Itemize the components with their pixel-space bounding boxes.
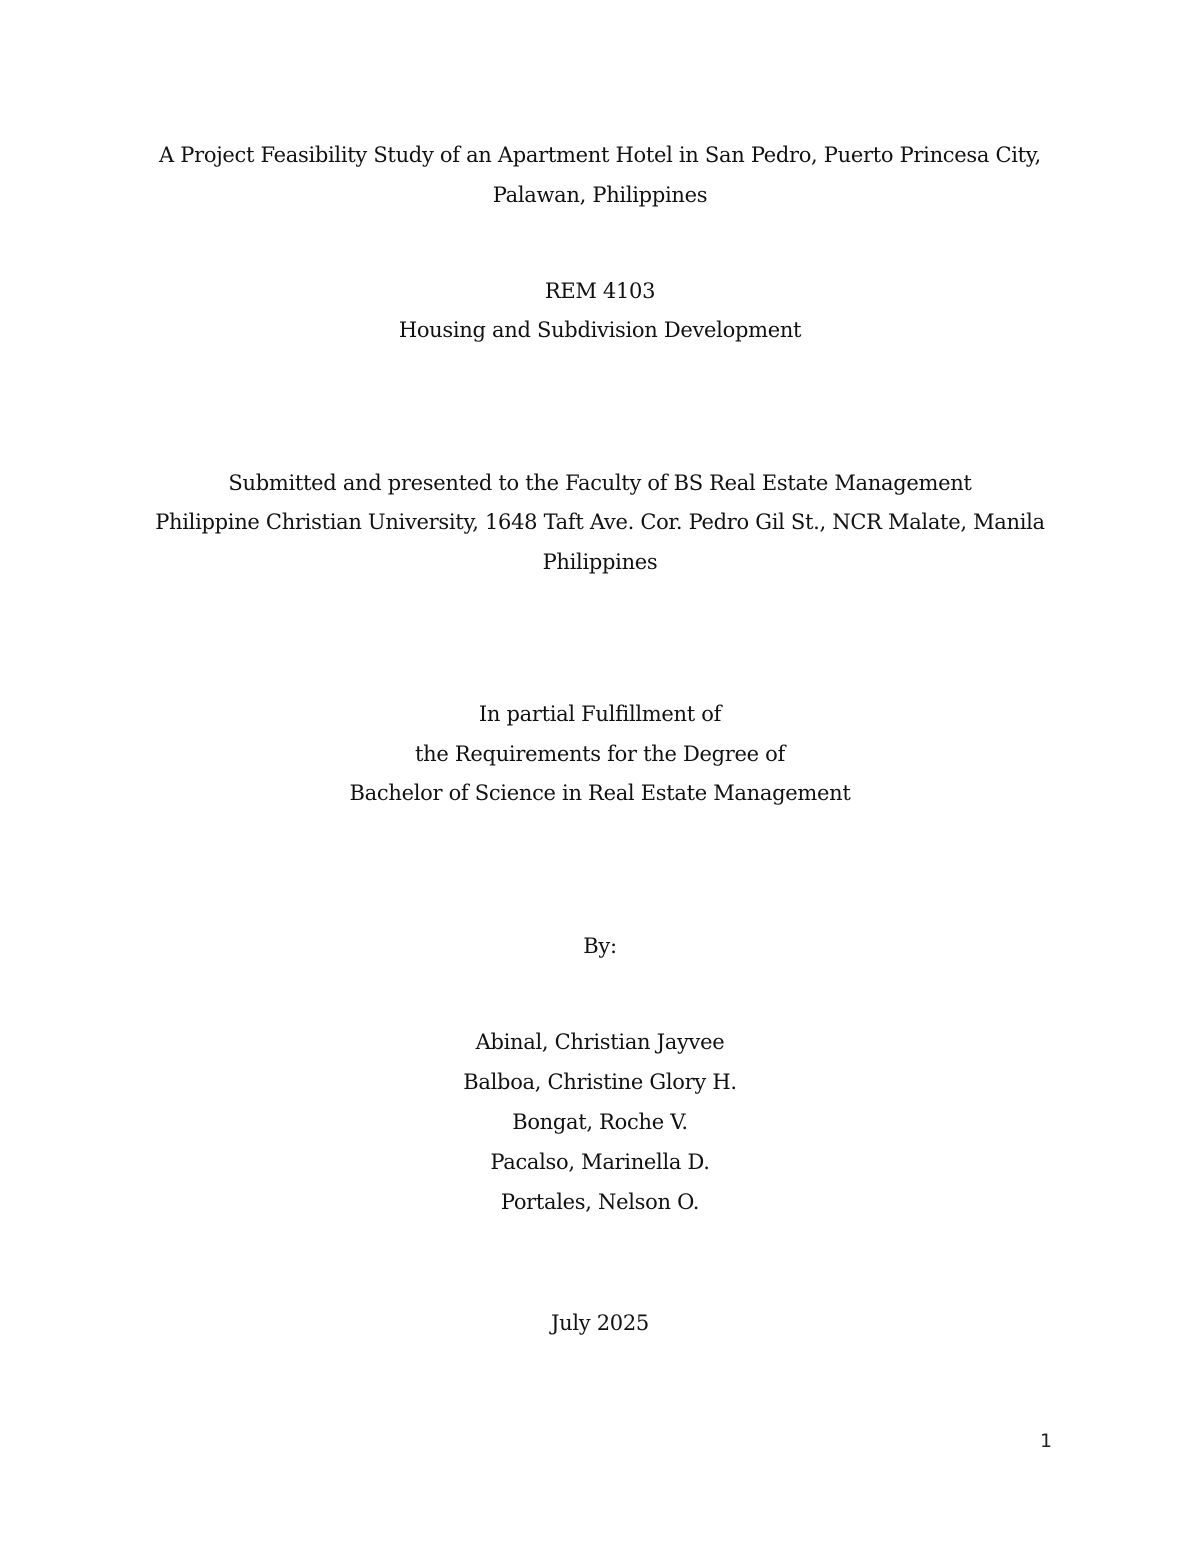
author-5: Portales, Nelson O. (500, 1190, 700, 1214)
course-name: Housing and Subdivision Development (398, 318, 802, 342)
author-1: Abinal, Christian Jayvee (475, 1030, 725, 1054)
title-line-2: Palawan, Philippines (492, 183, 708, 207)
author-4: Pacalso, Marinella D. (490, 1150, 710, 1174)
fulfillment-line-3: Bachelor of Science in Real Estate Management (349, 781, 851, 805)
submission-date: July 2025 (551, 1311, 649, 1335)
submission-line-3: Philippines (542, 550, 658, 574)
title-line-1: A Project Feasibility Study of an Apartment Hotel in San Pedro, Puerto Princesa City, (159, 143, 1041, 167)
author-3: Bongat, Roche V. (512, 1110, 688, 1134)
author-2: Balboa, Christine Glory H. (463, 1070, 737, 1094)
fulfillment-line-1: In partial Fulfillment of (478, 702, 722, 726)
fulfillment-line-2: the Requirements for the Degree of (415, 742, 785, 766)
by-label: By: (583, 934, 617, 958)
course-code: REM 4103 (544, 279, 656, 303)
page-number: 1 (1040, 1430, 1053, 1452)
submission-line-2: Philippine Christian University, 1648 Taft Ave. Cor. Pedro Gil St., NCR Malate, Manila (155, 510, 1045, 534)
submission-line-1: Submitted and presented to the Faculty of BS Real Estate Management (228, 471, 972, 495)
